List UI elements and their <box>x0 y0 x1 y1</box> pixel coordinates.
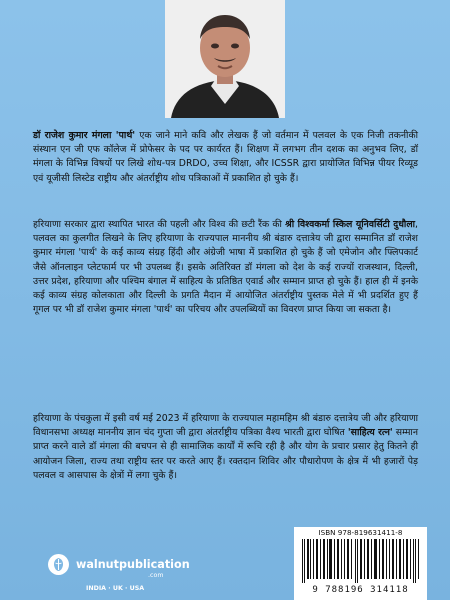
author-name: डॉ राजेश कुमार मंगला 'पार्थ' <box>33 130 136 141</box>
achievements-text-before: हरियाणा सरकार द्वारा स्थापित भारत की पहली और विश्व की छटी रैंक की <box>33 219 286 230</box>
isbn-label: ISBN 978-819631411-8 <box>318 528 403 537</box>
award-text-after: सम्मान प्राप्त करने वाले डॉ मंगला की बचपन से ही सामाजिक कार्यों में रूचि रही है और योग के प्रचार प्रसार हेतु कितने ही आयोजन जिला, राज्य तथा राष्ट्रीय स्तर पर करते आए हैं। रक्तदान शिविर और पौधारोपण के क्षेत्र में भी हजारों पेड़ पलवल व आसपास के क्षेत्रों में लगा चुके हैं। <box>33 427 418 481</box>
barcode-bars <box>300 539 421 583</box>
university-name: श्री विश्वकर्मा स्किल यूनिवर्सिटी दुधौला <box>285 219 416 230</box>
walnut-logo-icon <box>48 554 69 575</box>
achievements-text-after: , पलवल का कुलगीत लिखने के लिए हरियाणा के राज्यपाल माननीय श्री बंडारु दत्तात्रेय जी द्वारा सम्मानित डॉ राजेश कुमार मंगला 'पार्थ' के कई काव्य संग्रह हिंदी और अंग्रेजी भाषा में प्रकाशित हो चुके हैं जो एमेजोन और फ्लिपकार्ट जैसे ऑनलाइन प्लेटफार्म पर भी उपलब्ध हैं। इसके अतिरिक्त डॉ मंगला को देश के कई राज्यों राजस्थान, दिल्ली, उत्तर प्रदेश, हरियाणा और पश्चिम बंगाल में साहित्य के प्रतिष्ठित एवार्ड और सम्मान प्राप्त हो चुके हैं। हाल ही में इनके कई काव्य संग्रह कोलकाता और दिल्ली के प्रगति मैदान में आयोजित अंतर्राष्ट्रीय पुस्तक मेले में भी प्रदर्शित हुए हैं गूगल पर भी डॉ राजेश कुमार मंगला 'पार्थ' का परिचय और उपलब्धियों का विवरण प्राप्त किया जा सकता है। <box>33 219 418 316</box>
author-portrait-image <box>165 0 285 118</box>
award-name: 'साहित्य रत्न' <box>347 427 393 439</box>
isbn-barcode <box>294 527 427 600</box>
author-award-paragraph <box>33 412 418 483</box>
award-text-before: हरियाणा के पंचकुला में इसी वर्ष मई 2023 में हरियाणा के राज्यपाल महामहिम श्री बंडारु दत्तात्रेय जी और हरियाणा विधानसभा अध्यक्ष माननीय ज्ञान चंद गुप्ता जी द्वारा अंतर्राष्ट्रीय पत्रिका वैश्य भारती द्वारा घोषित <box>33 413 418 439</box>
author-achievements-paragraph <box>33 218 418 317</box>
author-photo <box>165 0 285 118</box>
author-intro-text: एक जाने माने कवि और लेखक हैं जो वर्तमान में पलवल के एक निजी तकनीकी संस्थान एन जी एफ कॉलेज में प्रोफेसर के पद पर कार्यरत हैं। शिक्षण में लगभग तीन दशक का अनुभव लिए, डॉ मंगला के विभिन्न विषयों पर लिखे शोध-पत्र DRDO, उच्च शिक्षा, और ICSSR द्वारा प्रायोजित विभिन्न पीयर रिव्यूड एवं यूजीसी लिस्टेड राष्ट्रीय और अंतर्राष्ट्रीय शोध पत्रिकाओं में प्रकाशित हो चुके हैं। <box>33 130 418 184</box>
publisher-regions: INDIA · UK · USA <box>86 585 145 592</box>
barcode-icon <box>300 539 421 583</box>
publisher-domain-suffix: .com <box>148 572 164 579</box>
barcode-digits: 9 788196 314118 <box>312 585 409 595</box>
author-intro-paragraph <box>33 129 418 186</box>
publisher-name: walnutpublication <box>76 558 190 571</box>
